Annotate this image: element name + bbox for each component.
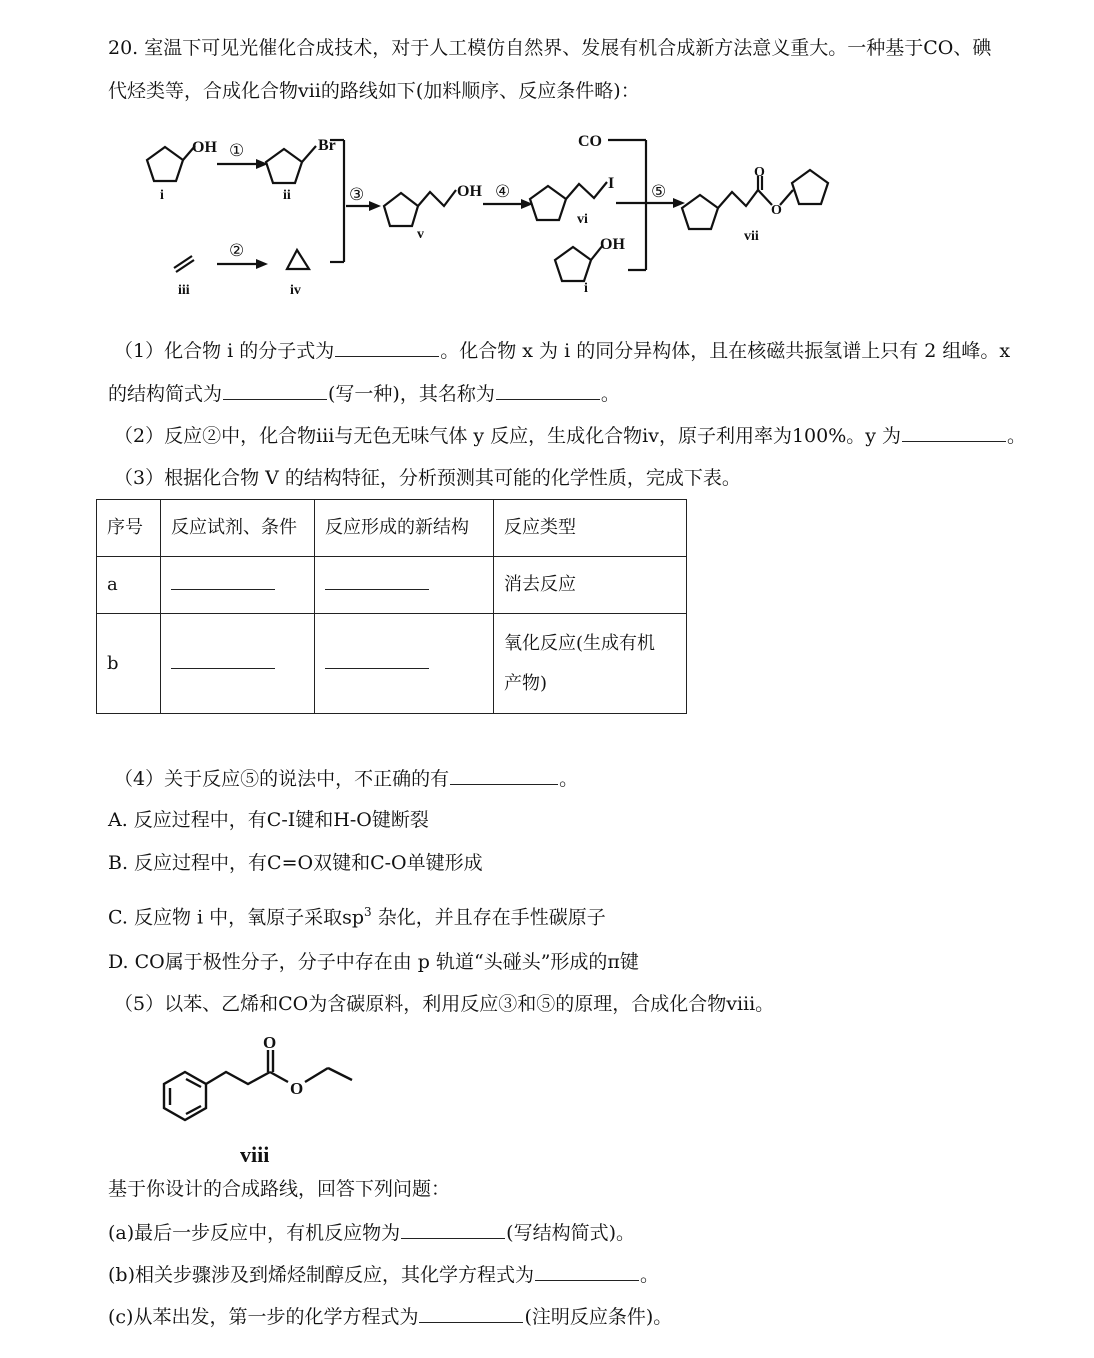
answer-blank-b-reagent[interactable] (171, 658, 275, 669)
property-table (96, 499, 687, 714)
part5a-line (108, 1220, 635, 1245)
label-iii: iii (178, 283, 190, 298)
step-4: ④ (495, 182, 511, 201)
cyclopentane-ring-i (147, 147, 183, 181)
option-a: A. 反应过程中，有C-I键和H-O键断裂 (108, 809, 429, 831)
oh-group-v: OH (457, 183, 482, 200)
viii-ester-o: O (290, 1079, 304, 1098)
br-group: Br (318, 137, 336, 154)
iodine-group: I (608, 175, 615, 192)
part2-text-a: （2）反应②中，化合物ⅲ与无色无味气体 y 反应，生成化合物ⅳ，原子利用率为100%。y 为 (114, 425, 902, 447)
row-a-id: a (97, 557, 161, 614)
part1-line1 (114, 338, 1010, 363)
part4-text-a: （4）关于反应⑤的说法中，不正确的有 (114, 768, 450, 790)
row-b-structure[interactable] (315, 614, 494, 714)
option-c-text-b: 杂化，并且存在手性碳原子 (371, 906, 606, 929)
answer-blank-structure-x[interactable] (223, 381, 327, 400)
part5c-line (108, 1304, 672, 1329)
cyclopentane-ring-vi (530, 186, 566, 220)
row-b-type (494, 614, 687, 714)
label-ii: ii (283, 188, 291, 203)
table-header-row (97, 500, 687, 557)
option-c-text-a: C. 反应物 i 中，氧原子采取sp (108, 906, 365, 929)
oh-group-i-lower: OH (600, 236, 625, 253)
part1-text-e: 。 (600, 383, 620, 405)
step-2: ② (229, 241, 245, 260)
row-b-id: b (97, 614, 161, 714)
label-i: i (160, 188, 164, 203)
answer-blank-a-reagent[interactable] (171, 579, 275, 590)
part5c-text-b: (注明反应条件)。 (524, 1306, 673, 1328)
answer-blank-5a[interactable] (401, 1220, 505, 1239)
cyclopentane-ring-i-lower (555, 247, 591, 281)
step-3: ③ (349, 185, 365, 204)
row-a-structure[interactable] (315, 557, 494, 614)
part1-text-d: (写一种)，其名称为 (328, 383, 495, 405)
step-5: ⑤ (651, 182, 667, 201)
part5b-text-b: 。 (640, 1264, 660, 1286)
cyclopentane-ring-vii (682, 195, 718, 229)
label-iv: iv (290, 283, 301, 298)
part5c-text-a: (c)从苯出发，第一步的化学方程式为 (108, 1306, 419, 1328)
answer-blank-a-structure[interactable] (325, 579, 429, 590)
row-a-type: 消去反应 (494, 557, 687, 614)
header-reagent: 反应试剂、条件 (161, 500, 315, 557)
row-b-reagent[interactable] (161, 614, 315, 714)
label-vii: vii (744, 229, 759, 244)
part1-line2 (108, 381, 620, 406)
part3-line: （3）根据化合物 V 的结构特征，分析预测其可能的化学性质，完成下表。 (114, 467, 741, 489)
row-b-type-line2: 产物) (504, 672, 548, 694)
answer-blank-5b[interactable] (535, 1262, 639, 1281)
part4-question (114, 766, 578, 791)
label-viii: viii (240, 1142, 270, 1167)
part5a-text-a: (a)最后一步反应中，有机反应物为 (108, 1222, 401, 1244)
epoxide-ring-iv (287, 250, 309, 269)
part5a-text-b: (写结构简式)。 (506, 1222, 635, 1244)
step-1: ① (229, 141, 245, 160)
option-d: D. CO属于极性分子，分子中存在由 p 轨道“头碰头”形成的π键 (108, 951, 639, 973)
cyclopentane-ring-v (384, 193, 418, 226)
answer-blank-formula[interactable] (335, 338, 439, 357)
row-b-type-line1: 氧化反应(生成有机 (504, 632, 656, 654)
viii-carbonyl-o: O (263, 1033, 277, 1052)
answer-blank-y[interactable] (902, 423, 1006, 442)
answer-blank-5c[interactable] (419, 1304, 523, 1323)
question-intro-line-1: 20. 室温下可见光催化合成技术，对于人工模仿自然界、发展有机合成新方法意义重大。一种基于CO、碘 (108, 37, 992, 59)
part1-text-c: 的结构简式为 (108, 383, 223, 405)
part2-line (114, 423, 1026, 448)
part5-subtitle: 基于你设计的合成路线，回答下列问题： (108, 1178, 451, 1200)
option-c (108, 900, 606, 929)
oh-group-i: OH (192, 139, 217, 156)
co-reagent: CO (578, 133, 602, 150)
part2-text-b: 。 (1007, 425, 1027, 447)
header-structure: 反应形成的新结构 (315, 500, 494, 557)
carbonyl-o: O (754, 165, 765, 180)
row-a-reagent[interactable] (161, 557, 315, 614)
part5-line: （5）以苯、乙烯和CO为含碳原料，利用反应③和⑤的原理，合成化合物ⅷ。 (114, 993, 775, 1015)
header-type: 反应类型 (494, 500, 687, 557)
compound-viii-structure (150, 1030, 370, 1170)
part1-text-a: （1）化合物 i 的分子式为 (114, 340, 335, 362)
table-row (97, 557, 687, 614)
part4-text-b: 。 (559, 768, 579, 790)
cyclopentane-ring-ii (266, 149, 302, 183)
header-index: 序号 (97, 500, 161, 557)
cyclopentane-ring-vii-ester (792, 170, 828, 204)
option-b: B. 反应过程中，有C=O双键和C-O单键形成 (108, 852, 483, 874)
label-i-lower: i (584, 281, 588, 296)
label-vi: vi (577, 212, 588, 227)
part5b-text-a: (b)相关步骤涉及到烯烃制醇反应，其化学方程式为 (108, 1264, 534, 1286)
question-intro-line-2: 代烃类等，合成化合物ⅶ的路线如下(加料顺序、反应条件略)： (108, 80, 640, 102)
part5b-line (108, 1262, 659, 1287)
option-c-sup: 3 (364, 905, 372, 919)
answer-blank-b-structure[interactable] (325, 658, 429, 669)
answer-blank-name-x[interactable] (496, 381, 600, 400)
part1-text-b: 。化合物 x 为 i 的同分异构体，且在核磁共振氢谱上只有 2 组峰。x (440, 340, 1011, 362)
table-row (97, 614, 687, 714)
reaction-scheme (0, 120, 1094, 310)
answer-blank-part4[interactable] (450, 766, 558, 785)
label-v: v (417, 227, 424, 242)
ester-o: O (771, 203, 782, 218)
